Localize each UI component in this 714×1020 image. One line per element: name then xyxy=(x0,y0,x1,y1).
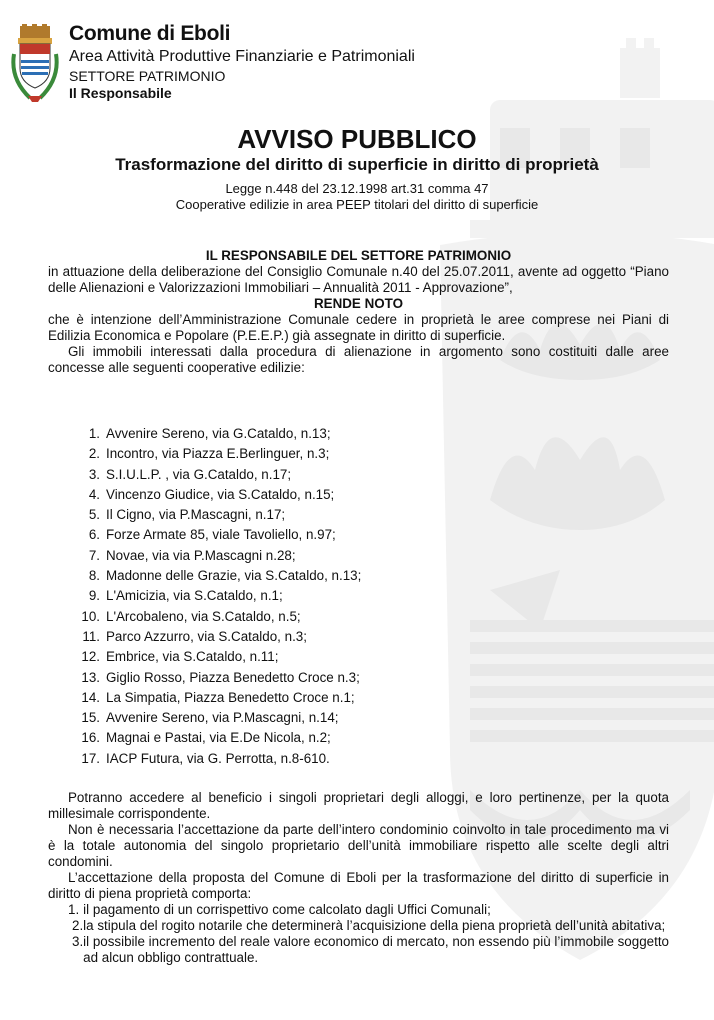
list-item xyxy=(74,708,361,728)
list-item xyxy=(74,688,361,708)
list-item-text: Magnai e Pastai, via E.De Nicola, n.2; xyxy=(106,730,331,746)
list-item-number: 13. xyxy=(81,669,100,685)
benefits-list xyxy=(48,902,669,966)
notice-scope: Cooperative edilizie in area PEEP titolari del diritto di superficie xyxy=(175,197,539,212)
list-item-text: Avvenire Sereno, via G.Cataldo, n.13; xyxy=(106,426,331,441)
list-item-text: Il Cigno, via P.Mascagni, n.17; xyxy=(106,507,286,523)
list-item-text: la stipula del rogito notarile che determinerà l’acquisizione della piena proprietà dell’unità abitativa; xyxy=(83,918,666,933)
list-item-number: 8. xyxy=(88,568,100,584)
cooperatives-list xyxy=(74,424,361,769)
list-item-text: IACP Futura, via G. Perrotta, n.8-610. xyxy=(106,750,330,766)
list-item xyxy=(74,728,361,748)
letterhead xyxy=(69,22,415,101)
list-item-text: Forze Armate 85, viale Tavoliello, n.97; xyxy=(106,527,336,543)
list-item-number: 6. xyxy=(88,527,100,543)
list-item-number: 16. xyxy=(81,730,100,746)
list-item-number: 1. xyxy=(88,426,100,441)
list-item-text: S.I.U.L.P. , via G.Cataldo, n.17; xyxy=(106,466,292,482)
sector-name: SETTORE PATRIMONIO xyxy=(69,67,226,84)
notice-title: AVVISO PUBBLICO xyxy=(237,124,477,154)
paragraph-properties: Gli immobili interessati dalla procedura di alienazione in argomento sono costituiti dalle aree concesse alle seguenti cooperative edilizie: xyxy=(48,344,669,375)
list-item-text: Vincenzo Giudice, via S.Cataldo, n.15; xyxy=(106,486,335,502)
list-item-number: 9. xyxy=(88,588,100,604)
list-item-number: 3. xyxy=(88,466,100,482)
intro-block xyxy=(48,248,669,376)
list-item xyxy=(74,546,361,566)
list-item-number: 5. xyxy=(88,507,100,523)
list-item xyxy=(48,934,669,966)
list-item-number: 17. xyxy=(81,750,100,766)
closing-block xyxy=(48,790,669,966)
paragraph-acceptance: L’accettazione della proposta del Comune di Eboli per la trasformazione del diritto di superficie in diritto di piena proprietà comporta: xyxy=(48,870,669,901)
list-item-text: La Simpatia, Piazza Benedetto Croce n.1; xyxy=(106,689,355,705)
organization-name: Comune di Eboli xyxy=(69,22,231,45)
list-item-number: 2. xyxy=(72,918,84,933)
paragraph-beneficiaries: Potranno accedere al beneficio i singoli proprietari degli alloggi, e loro pertinenze, per la quota millesimale corrispondente. xyxy=(48,790,669,821)
list-item-text: il pagamento di un corrispettivo come calcolato dagli Uffici Comunali; xyxy=(83,902,491,917)
notice-subtitle: Trasformazione del diritto di superficie in diritto di proprietà xyxy=(115,155,599,174)
list-item-text: Parco Azzurro, via S.Cataldo, n.3; xyxy=(106,628,307,644)
list-item xyxy=(74,607,361,627)
list-item-text: Embrice, via S.Cataldo, n.11; xyxy=(106,649,279,665)
list-item-number: 7. xyxy=(88,547,100,563)
list-item xyxy=(74,749,361,769)
list-item-text: Avvenire Sereno, via P.Mascagni, n.14; xyxy=(106,710,339,726)
list-item-number: 3. xyxy=(72,934,84,949)
list-item-number: 11. xyxy=(82,628,100,644)
list-item xyxy=(74,668,361,688)
coat-of-arms-logo xyxy=(8,24,62,104)
list-item xyxy=(48,918,669,934)
list-item xyxy=(48,902,669,918)
list-item-number: 12. xyxy=(81,649,100,665)
list-item-text: Giglio Rosso, Piazza Benedetto Croce n.3; xyxy=(106,669,360,685)
section-heading: IL RESPONSABILE DEL SETTORE PATRIMONIO xyxy=(205,248,512,263)
list-item-text: L'Arcobaleno, via S.Cataldo, n.5; xyxy=(106,608,301,624)
list-item-number: 1. xyxy=(68,902,80,917)
list-item-number: 2. xyxy=(88,446,100,462)
list-item-number: 10. xyxy=(81,608,100,624)
list-item-text: L'Amicizia, via S.Cataldo, n.1; xyxy=(106,588,283,604)
paragraph-intention: che è intenzione dell’Amministrazione Comunale cedere in proprietà le aree comprese nei Piani di Edilizia Economica e Popolare (P.E.E.P.) già assegnate in diritto di superficie. xyxy=(48,312,669,343)
list-item-text: il possibile incremento del reale valore economico di mercato, non essendo più l’immobile soggetto ad alcun obbligo contrattuale. xyxy=(83,934,669,965)
list-item xyxy=(74,444,361,464)
list-item-text: Madonne delle Grazie, via S.Cataldo, n.13; xyxy=(106,568,362,584)
list-item-text: Incontro, via Piazza E.Berlinguer, n.3; xyxy=(106,446,330,462)
rende-noto-heading: RENDE NOTO xyxy=(313,296,404,311)
list-item-number: 4. xyxy=(88,486,100,502)
list-item xyxy=(74,485,361,505)
list-item xyxy=(74,424,361,444)
role-label: Il Responsabile xyxy=(69,84,172,101)
list-item-number: 14. xyxy=(81,689,100,705)
list-item-text: Novae, via via P.Mascagni n.28; xyxy=(106,547,296,563)
list-item xyxy=(74,647,361,667)
list-item xyxy=(74,627,361,647)
list-item xyxy=(74,566,361,586)
list-item xyxy=(74,505,361,525)
law-reference: Legge n.448 del 23.12.1998 art.31 comma 47 xyxy=(225,181,489,196)
intro-paragraph: in attuazione della deliberazione del Consiglio Comunale n.40 del 25.07.2011, avente ad oggetto “Piano delle Alienazioni e Valorizzazioni Immobiliari – Annualità 2011 - Approvazione”, xyxy=(48,264,669,295)
list-item xyxy=(74,525,361,545)
area-name: Area Attività Produttive Finanziarie e Patrimoniali xyxy=(69,48,415,66)
paragraph-autonomy: Non è necessaria l’accettazione da parte dell’intero condominio coinvolto in tale procedimento ma vi è la totale autonomia del singolo proprietario dell’unità immobiliare rispetto alle scelte degli altri condomini. xyxy=(48,822,669,869)
list-item xyxy=(74,586,361,606)
list-item-number: 15. xyxy=(81,710,100,726)
list-item xyxy=(74,465,361,485)
